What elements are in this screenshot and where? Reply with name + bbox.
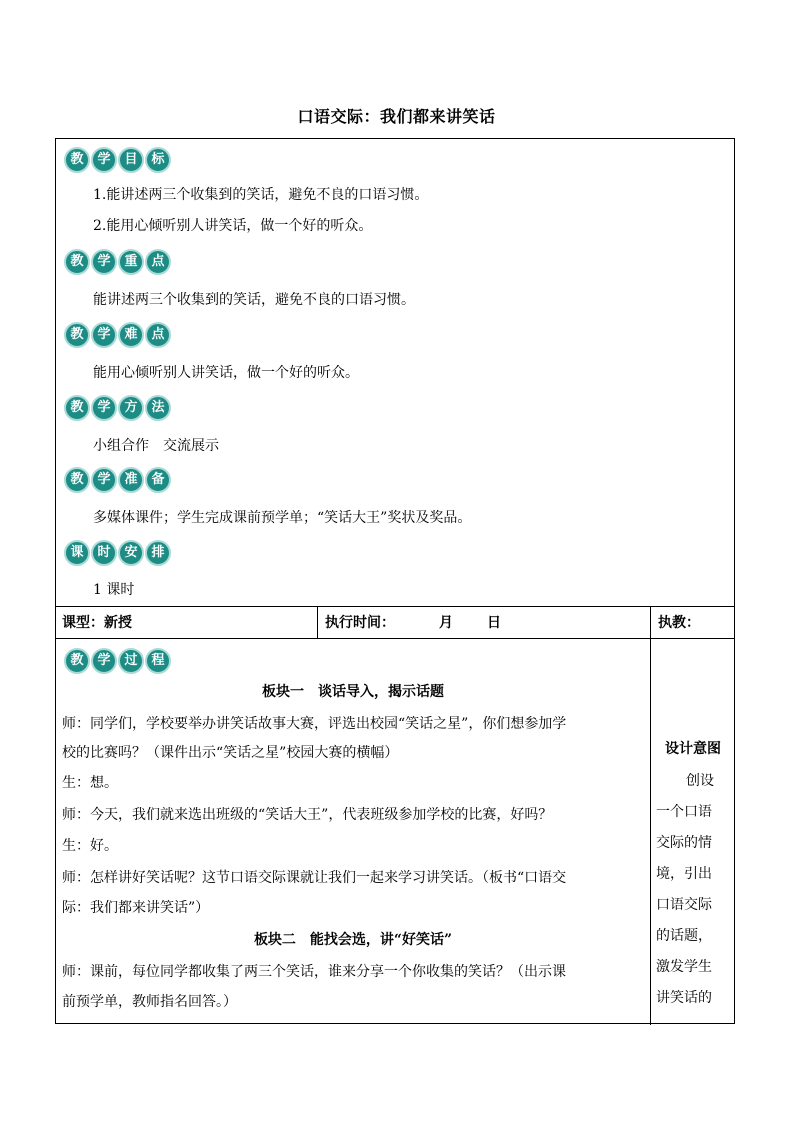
heading-char: 点 (145, 249, 171, 275)
methods-text: 小组合作 交流展示 (93, 438, 219, 454)
preparation-text: 多媒体课件；学生完成课前预学单；“笑话大王”奖状及奖品。 (93, 510, 472, 526)
design-intent-line: 的话题， (656, 928, 712, 944)
heading-char: 程 (145, 648, 171, 674)
design-intent-line: 激发学生 (656, 959, 712, 975)
lesson-plan-table (55, 138, 735, 1024)
dialogue-line: 际：我们都来讲笑话”） (62, 900, 210, 916)
table-divider (650, 606, 651, 1025)
heading-char: 排 (145, 540, 171, 566)
dialogue-line: 师：课前，每位同学都收集了两三个笑话，谁来分享一个你收集的笑话？（出示课 (62, 964, 566, 980)
design-intent-line: 境，引出 (656, 866, 712, 882)
heading-char: 教 (64, 147, 90, 173)
heading-char: 准 (118, 467, 144, 493)
design-intent-line: 一个口语 (656, 804, 712, 820)
heading-char: 法 (145, 395, 171, 421)
table-divider (56, 606, 734, 607)
objectives-heading (64, 147, 171, 175)
heading-char: 教 (64, 395, 90, 421)
heading-char: 过 (118, 648, 144, 674)
month-label: 月 (439, 615, 453, 631)
dialogue-line: 生：想。 (62, 775, 118, 791)
design-intent-line: 讲笑话的 (656, 990, 712, 1006)
key-points-heading (64, 249, 171, 277)
schedule-heading (64, 540, 171, 568)
heading-char: 方 (118, 395, 144, 421)
dialogue-line: 前预学单，教师指名回答。） (62, 994, 237, 1010)
heading-char: 安 (118, 540, 144, 566)
heading-char: 学 (91, 467, 117, 493)
heading-char: 学 (91, 395, 117, 421)
dialogue-line: 师：怎样讲好笑话呢？这节口语交际课就让我们一起来学习讲笑话。（板书“口语交 (62, 870, 567, 886)
design-intent-line: 口语交际 (656, 897, 712, 913)
design-intent-line: 交际的情 (656, 835, 712, 851)
design-intent-text (656, 766, 730, 1014)
heading-char: 难 (118, 322, 144, 348)
section-title: 板块一 谈话导入，揭示话题 (262, 684, 444, 700)
teacher-label: 执教： (658, 615, 700, 631)
heading-char: 备 (145, 467, 171, 493)
methods-heading (64, 395, 171, 423)
key-points-text: 能讲述两三个收集到的笑话，避免不良的口语习惯。 (93, 292, 415, 308)
heading-char: 教 (64, 648, 90, 674)
table-divider (317, 606, 318, 638)
page-title: 口语交际：我们都来讲笑话 (297, 107, 496, 126)
schedule-text: 1 课时 (93, 582, 135, 598)
dialogue-line: 师：今天，我们就来选出班级的“笑话大王”，代表班级参加学校的比赛，好吗？ (62, 807, 553, 823)
objective-item: 1.能讲述两三个收集到的笑话，避免不良的口语习惯。 (93, 187, 429, 203)
section-title: 板块二 能找会选，讲“好笑话” (253, 932, 453, 948)
heading-char: 学 (91, 648, 117, 674)
heading-char: 教 (64, 322, 90, 348)
day-label: 日 (487, 615, 501, 631)
heading-char: 课 (64, 540, 90, 566)
heading-char: 学 (91, 322, 117, 348)
heading-char: 时 (91, 540, 117, 566)
heading-char: 教 (64, 249, 90, 275)
execution-time-label: 执行时间： (325, 615, 395, 631)
difficulties-text: 能用心倾听别人讲笑话，做一个好的听众。 (93, 365, 359, 381)
objective-item: 2.能用心倾听别人讲笑话，做一个好的听众。 (93, 218, 373, 234)
heading-char: 点 (145, 322, 171, 348)
heading-char: 学 (91, 147, 117, 173)
process-heading (64, 648, 171, 676)
heading-char: 重 (118, 249, 144, 275)
heading-char: 学 (91, 249, 117, 275)
design-intent-title: 设计意图 (665, 741, 721, 757)
design-intent-line: 创设 (686, 773, 714, 789)
heading-char: 目 (118, 147, 144, 173)
preparation-heading (64, 467, 171, 495)
heading-char: 教 (64, 467, 90, 493)
heading-char: 标 (145, 147, 171, 173)
dialogue-line: 师：同学们，学校要举办讲笑话故事大赛，评选出校园“笑话之星”，你们想参加学 (62, 716, 567, 732)
dialogue-line: 校的比赛吗？（课件出示“笑话之星”校园大赛的横幅） (62, 745, 399, 761)
table-divider (56, 638, 734, 639)
lesson-type: 课型：新授 (62, 615, 132, 631)
dialogue-line: 生：好。 (62, 838, 118, 854)
difficulties-heading (64, 322, 171, 350)
